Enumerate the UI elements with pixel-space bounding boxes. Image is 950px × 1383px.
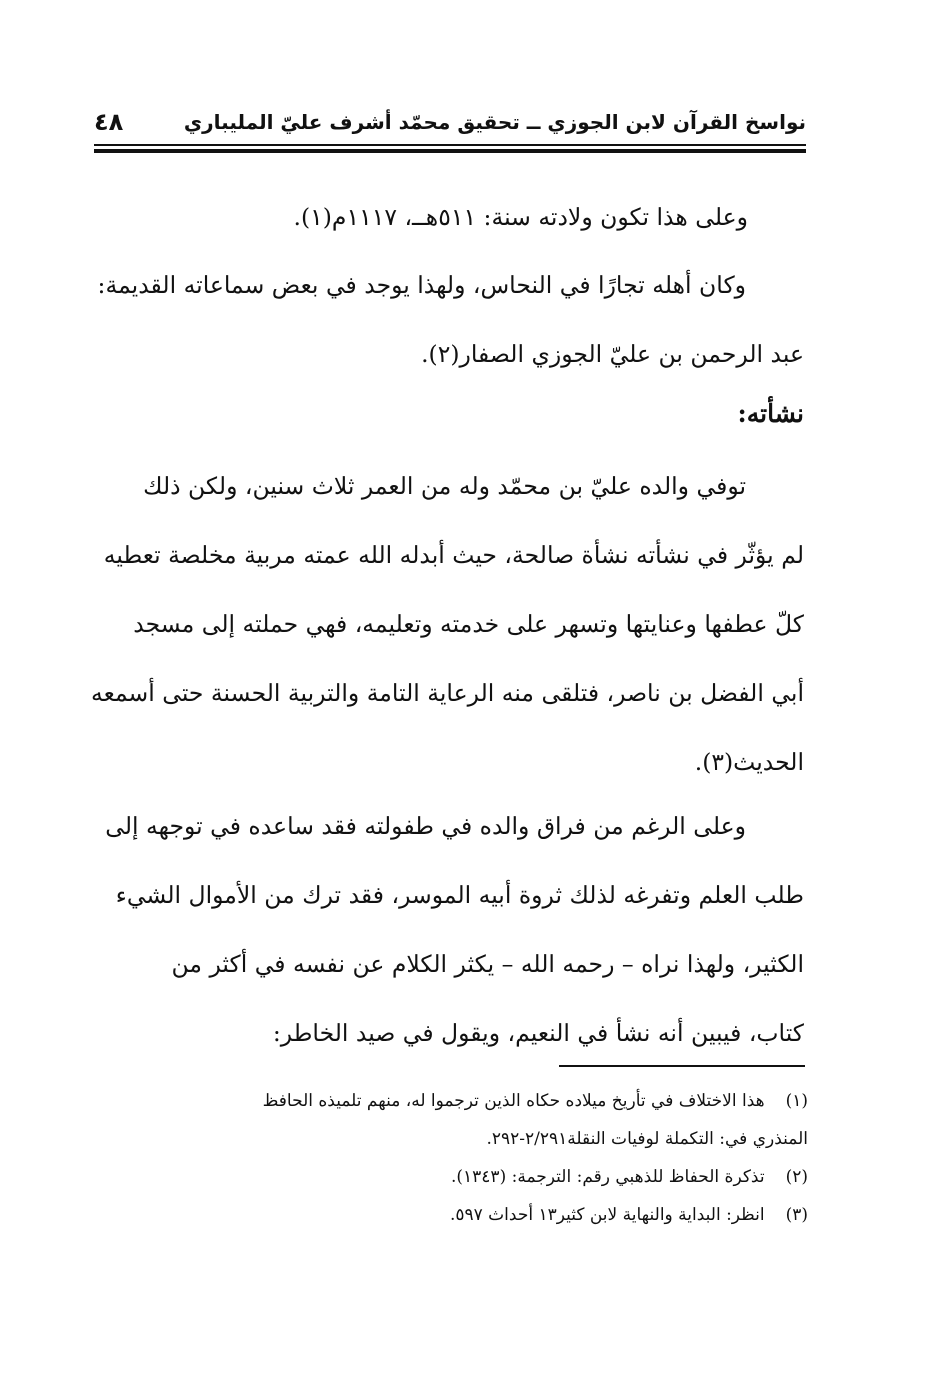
paragraph-family [98, 251, 804, 389]
header-rule-thick [94, 149, 806, 153]
footnote-separator [559, 1065, 805, 1067]
footnote-3 [98, 1196, 808, 1234]
footnote-text: تذكرة الحفاظ للذهبي رقم: الترجمة: (١٣٤٣). [450, 1167, 765, 1187]
text-line: كتاب، فيبين أنه نشأ في النعيم، ويقول في صيد الخاطر: [272, 1019, 804, 1047]
footnote-2 [98, 1158, 808, 1196]
page-number: ٤٨ [94, 108, 124, 136]
footnote-text: هذا الاختلاف في تأريخ ميلاده حكاه الذين ترجموا له، منهم تلميذه الحافظ [262, 1091, 765, 1111]
text-line: وعلى هذا تكون ولادته سنة: ٥١١هــ، ١١١٧م(١). [293, 203, 748, 231]
section-heading: نشأته: [737, 399, 804, 428]
footnote-1 [98, 1082, 808, 1120]
text-line: وعلى الرغم من فراق والده في طفولته فقد ساعده في توجهه إلى [105, 812, 746, 840]
text-line: لم يؤثّر في نشأته نشأة صالحة، حيث أبدله الله عمته مربية مخلصة تعطيه [103, 541, 804, 569]
footnote-number: (٢) [785, 1167, 808, 1187]
running-title: نواسخ القرآن لابن الجوزي ــ تحقيق محمّد أشرف عليّ المليباري [183, 110, 806, 134]
text-line: توفي والده عليّ بن محمّد وله من العمر ثلاث سنين، ولكن ذلك [143, 472, 746, 500]
text-line: طلب العلم وتفرغه لذلك ثروة أبيه الموسر، فقد ترك من الأموال الشيء [115, 881, 804, 909]
footnote-number: (٣) [785, 1205, 808, 1225]
footnote-text: انظر: البداية والنهاية لابن كثير١٣ أحداث ٥٩٧. [449, 1205, 765, 1225]
text-line: الكثير، ولهذا نراه – رحمه الله – يكثر الكلام عن نفسه في أكثر من [171, 950, 804, 978]
page-header [94, 108, 806, 142]
paragraph-birth [98, 183, 804, 252]
text-line: عبد الرحمن بن عليّ الجوزي الصفار(٢). [421, 340, 804, 368]
footnote-number: (١) [785, 1091, 808, 1111]
footnotes [98, 1082, 808, 1234]
text-line: كلّ عطفها وعنايتها وتسهر على خدمته وتعليمه، فهي حملته إلى مسجد [133, 610, 804, 638]
text-line: وكان أهله تجارًا في النحاس، ولهذا يوجد في بعض سماعاته القديمة: [97, 271, 746, 299]
text-line: أبي الفضل بن ناصر، فتلقى منه الرعاية التامة والتربية الحسنة حتى أسمعه [91, 679, 804, 707]
footnote-text: المنذري في: التكملة لوفيات النقلة٢/٢٩١-٢٩٢. [486, 1129, 808, 1149]
paragraph-wealth [98, 792, 804, 1068]
paragraph-upbringing [91, 452, 804, 797]
header-rule [94, 144, 806, 146]
footnote-1-continued [98, 1120, 808, 1158]
text-line: الحديث(٣). [694, 748, 804, 776]
